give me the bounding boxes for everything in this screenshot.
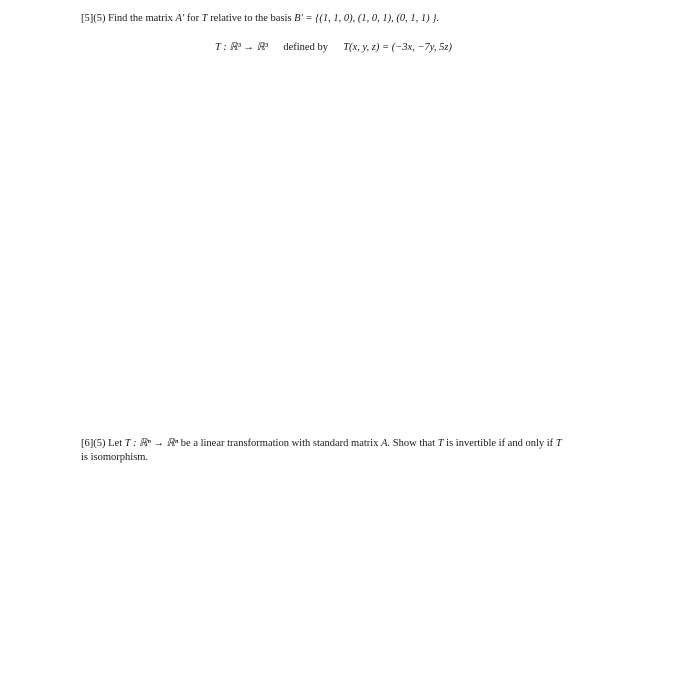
problem-6-let: Let — [108, 438, 123, 449]
problem-6-t-symbol: T — [437, 438, 444, 449]
problem-5-formula: T(x, y, z) = (−3x, −7y, 5z) — [343, 42, 452, 53]
problem-6-line2: is isomorphism. — [81, 452, 149, 463]
problem-5-statement — [81, 12, 439, 25]
problem-5-definition — [215, 41, 452, 54]
problem-5-number: [5](5) — [81, 13, 106, 24]
problem-6-text3: is invertible if and only if — [446, 438, 554, 449]
problem-5-text-before: Find the matrix — [108, 13, 173, 24]
problem-6-map: T : ℝⁿ → ℝⁿ — [124, 438, 179, 449]
problem-6-t-symbol-end: T — [555, 438, 562, 449]
problem-6-statement — [81, 437, 562, 450]
problem-6-text1: be a linear transformation with standard matrix — [180, 438, 379, 449]
problem-6-text2: Show that — [392, 438, 436, 449]
problem-5-basis: B′ = {(1, 1, 0), (1, 0, 1), (0, 1, 1) }. — [294, 13, 440, 24]
problem-5-text-after: relative to the basis — [210, 13, 292, 24]
problem-6-number: [6](5) — [81, 438, 106, 449]
problem-5-matrix-symbol: A′ — [175, 13, 185, 24]
problem-5-map-definition: T : ℝ³ → ℝ³ — [215, 42, 269, 53]
problem-6-statement-continued — [81, 451, 148, 464]
problem-5-defined-by: defined by — [283, 42, 328, 53]
problem-5-text-for: for — [186, 13, 200, 24]
problem-6-matrix-symbol: A. — [381, 438, 391, 449]
problem-5-t-symbol: T — [201, 13, 208, 24]
